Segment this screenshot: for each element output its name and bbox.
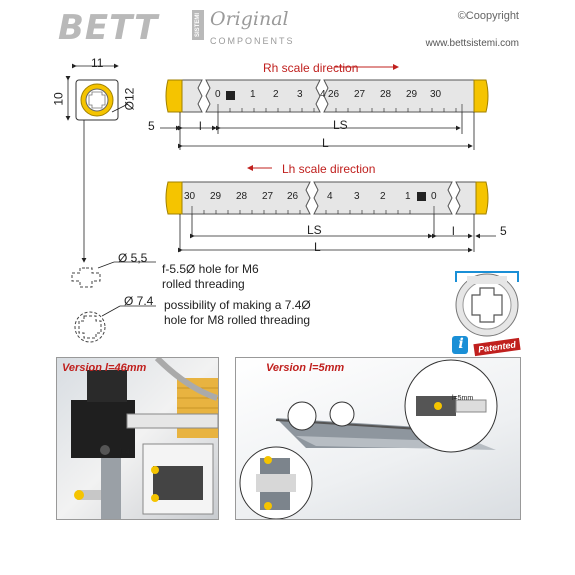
lh-tick: 0 — [431, 191, 437, 202]
lh-tick: 29 — [210, 191, 222, 202]
rh-ls: LS — [333, 118, 348, 132]
rh-tick: 4 — [320, 89, 326, 100]
profile-width: 11 — [91, 56, 104, 70]
hole2-line1: possibility of making a 7.4Ø — [164, 298, 311, 312]
photo-46-art — [57, 358, 218, 519]
website-link[interactable]: www.bettsistemi.com — [425, 38, 519, 49]
profile-section — [68, 66, 128, 262]
lh-scale-title: Lh scale direction — [282, 162, 376, 176]
lh-tick: 28 — [236, 191, 248, 202]
rh-l-small: l — [199, 119, 202, 133]
hole2-note — [164, 298, 311, 328]
profile-height: 10 — [51, 92, 66, 106]
patented-badge: Patented — [473, 338, 520, 356]
lh-ls: LS — [307, 223, 322, 237]
hole1-line2: rolled threading — [162, 277, 245, 291]
subline: COMPONENTS — [210, 36, 295, 46]
brand-logo: BETT — [58, 8, 159, 48]
copyright: ©Coopyright — [457, 10, 519, 22]
tagline: Original — [210, 8, 289, 30]
lh-offset: 5 — [500, 224, 507, 238]
photo-46-inset-label: l=46 — [120, 449, 134, 456]
lh-tick: 3 — [354, 191, 360, 202]
lh-tick: 2 — [380, 191, 386, 202]
profile-detail — [456, 272, 518, 336]
photo-version-46 — [56, 357, 219, 520]
photo-5-art — [236, 358, 520, 519]
lh-tick: 26 — [287, 191, 299, 202]
rh-tick: 0 — [215, 89, 221, 100]
hole2-diameter: Ø 7.4 — [124, 294, 154, 308]
lh-tick: 27 — [262, 191, 274, 202]
rh-l: L — [322, 136, 329, 150]
hole1-diameter: Ø 5,5 — [118, 251, 148, 265]
rh-tick: 1 — [250, 89, 256, 100]
rh-offset: 5 — [148, 119, 155, 133]
rh-tick: 3 — [297, 89, 303, 100]
photo-5-caption: Version l=5mm — [266, 362, 345, 374]
rh-tick: 2 — [273, 89, 279, 100]
photo-5-inset-label: l=5mm — [452, 395, 474, 402]
rh-tick: 29 — [406, 89, 418, 100]
lh-scale-bar — [166, 168, 496, 252]
lh-tick: 30 — [184, 191, 196, 202]
lh-tick: 1 — [405, 191, 411, 202]
lh-l-small: l — [452, 224, 455, 238]
brand-side-label: SISTEMI — [192, 10, 204, 40]
hole2-line2: hole for M8 rolled threading — [164, 313, 311, 327]
hole1-note — [162, 262, 259, 292]
photo-46-caption: Version l=46mm — [62, 362, 147, 374]
photo-version-5 — [235, 357, 521, 520]
rh-tick: 27 — [354, 89, 366, 100]
lh-tick: 4 — [327, 191, 333, 202]
rh-tick: 26 — [328, 89, 340, 100]
rh-tick: 28 — [380, 89, 392, 100]
rh-scale-title: Rh scale direction — [263, 61, 359, 75]
info-icon[interactable]: i — [458, 336, 464, 352]
hole1-line1: f-5.5Ø hole for M6 — [162, 262, 259, 276]
profile-diameter: Ø12 — [122, 87, 137, 111]
lh-l: L — [314, 240, 321, 254]
hole-shapes — [72, 268, 105, 342]
rh-tick: 30 — [430, 89, 442, 100]
